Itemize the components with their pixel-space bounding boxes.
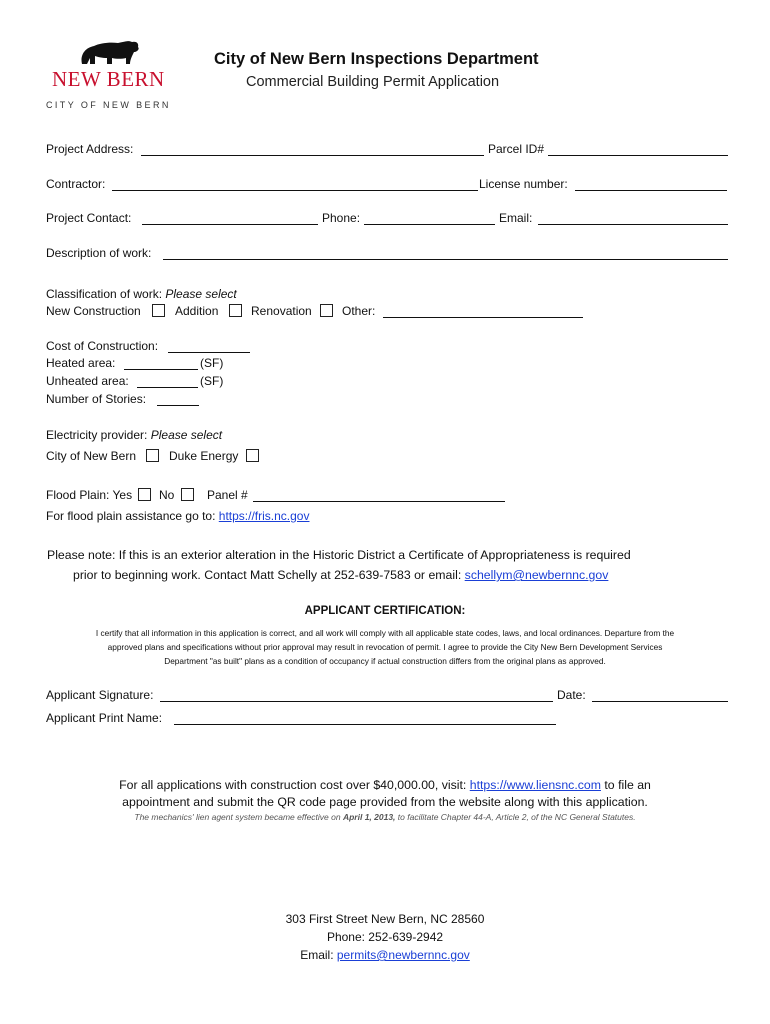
- lien-line3: [0, 812, 770, 822]
- footer-address: 303 First Street New Bern, NC 28560: [285, 912, 485, 926]
- footer-email-line: [0, 948, 770, 962]
- classification-label: Classification of work:: [46, 287, 163, 301]
- renovation-label: Renovation: [251, 304, 312, 318]
- logo-tagline: CITY OF NEW BERN: [46, 100, 171, 110]
- lien-effective-text: The mechanics' lien agent system became effective on: [134, 812, 341, 822]
- cost-of-construction-field[interactable]: [168, 352, 250, 353]
- description-label: Description of work:: [46, 246, 152, 260]
- city-of-new-bern-checkbox[interactable]: [146, 449, 159, 462]
- certification-line3: Department "as built" plans as a condition of occupancy if actual construction differs from the original plans as approved.: [164, 656, 606, 666]
- applicant-print-name-label: Applicant Print Name:: [46, 711, 163, 725]
- project-contact-label: Project Contact:: [46, 211, 132, 225]
- contractor-label: Contractor:: [46, 177, 106, 191]
- footer-email-label: Email:: [300, 948, 334, 962]
- applicant-print-name-field[interactable]: [174, 724, 556, 725]
- new-construction-checkbox[interactable]: [152, 304, 165, 317]
- other-field[interactable]: [383, 317, 583, 318]
- number-of-stories-field[interactable]: [157, 405, 199, 406]
- logo-wordmark: NEW BERN: [52, 67, 165, 91]
- historic-note-line2: [73, 568, 608, 582]
- email-label: Email:: [499, 211, 533, 225]
- city-logo: [40, 34, 170, 114]
- certification-heading: APPLICANT CERTIFICATION:: [304, 605, 466, 617]
- cost-of-construction-label: Cost of Construction:: [46, 339, 159, 353]
- lien-line1: [0, 778, 770, 792]
- addition-checkbox[interactable]: [229, 304, 242, 317]
- other-label: Other:: [342, 304, 376, 318]
- addition-label: Addition: [175, 304, 219, 318]
- phone-label: Phone:: [322, 211, 361, 225]
- historic-note-text: prior to beginning work. Contact Matt Schelly at 252-639-7583 or email:: [73, 568, 462, 582]
- historic-note-line1: Please note: If this is an exterior alteration in the Historic District a Certificate of Appropriateness is required: [47, 548, 631, 562]
- flood-plain-no-label: No: [159, 488, 175, 502]
- parcel-id-field[interactable]: [548, 155, 728, 156]
- renovation-checkbox[interactable]: [320, 304, 333, 317]
- applicant-signature-field[interactable]: [160, 701, 553, 702]
- applicant-signature-label: Applicant Signature:: [46, 688, 154, 702]
- unheated-area-label: Unheated area:: [46, 374, 129, 388]
- unheated-area-field[interactable]: [137, 387, 198, 388]
- unheated-area-unit: (SF): [200, 374, 224, 388]
- lien-statute-text: to facilitate Chapter 44-A, Article 2, of the NC General Statutes.: [397, 812, 636, 822]
- panel-label: Panel #: [207, 488, 248, 502]
- footer-phone: Phone: 252-639-2942: [326, 930, 444, 944]
- contractor-field[interactable]: [112, 190, 478, 191]
- duke-energy-checkbox[interactable]: [246, 449, 259, 462]
- lien-line2: appointment and submit the QR code page provided from the website along with this application.: [122, 795, 648, 809]
- lien-text-a: For all applications with construction cost over $40,000.00, visit:: [119, 778, 467, 792]
- date-label: Date:: [557, 688, 586, 702]
- panel-field[interactable]: [253, 501, 505, 502]
- electricity-heading: [46, 428, 222, 442]
- email-field[interactable]: [538, 224, 728, 225]
- certification-line1: I certify that all information in this application is correct, and all work will comply with all applicable state codes, laws, and local ordinances. Departure from the: [95, 628, 675, 638]
- heated-area-field[interactable]: [124, 369, 198, 370]
- page-title: City of New Bern Inspections Department: [214, 50, 539, 68]
- date-field[interactable]: [592, 701, 728, 702]
- description-field[interactable]: [163, 259, 728, 260]
- schelly-email-link[interactable]: schellym@newbernnc.gov: [464, 568, 609, 582]
- license-number-field[interactable]: [575, 190, 727, 191]
- flood-plain-yes-checkbox[interactable]: [138, 488, 151, 501]
- fris-link[interactable]: https://fris.nc.gov: [218, 509, 310, 523]
- project-contact-field[interactable]: [142, 224, 318, 225]
- duke-energy-label: Duke Energy: [169, 449, 239, 463]
- city-of-new-bern-label: City of New Bern: [46, 449, 137, 463]
- new-construction-label: New Construction: [46, 304, 141, 318]
- page-subtitle: Commercial Building Permit Application: [246, 74, 500, 90]
- phone-field[interactable]: [364, 224, 495, 225]
- lien-effective-date: April 1, 2013,: [342, 812, 396, 822]
- classification-heading: [46, 287, 237, 301]
- classification-hint: Please select: [165, 287, 237, 301]
- liensnc-link[interactable]: https://www.liensnc.com: [469, 778, 601, 792]
- certification-line2: approved plans and specifications without prior approval may result in revocation of permit. I agree to provide the City New Bern Development Services: [107, 642, 663, 652]
- project-address-label: Project Address:: [46, 142, 134, 156]
- flood-assist-line: [46, 509, 309, 523]
- project-address-field[interactable]: [141, 155, 484, 156]
- lien-text-b: to file an: [604, 778, 651, 792]
- flood-plain-yes-label: Flood Plain: Yes: [46, 488, 133, 502]
- flood-assist-text: For flood plain assistance go to:: [46, 509, 216, 523]
- permits-email-link[interactable]: permits@newbernnc.gov: [336, 948, 470, 962]
- heated-area-unit: (SF): [200, 356, 224, 370]
- license-number-label: License number:: [479, 177, 568, 191]
- electricity-hint: Please select: [150, 428, 223, 442]
- electricity-label: Electricity provider:: [46, 428, 148, 442]
- parcel-id-label: Parcel ID#: [488, 142, 545, 156]
- flood-plain-no-checkbox[interactable]: [181, 488, 194, 501]
- number-of-stories-label: Number of Stories:: [46, 392, 147, 406]
- heated-area-label: Heated area:: [46, 356, 116, 370]
